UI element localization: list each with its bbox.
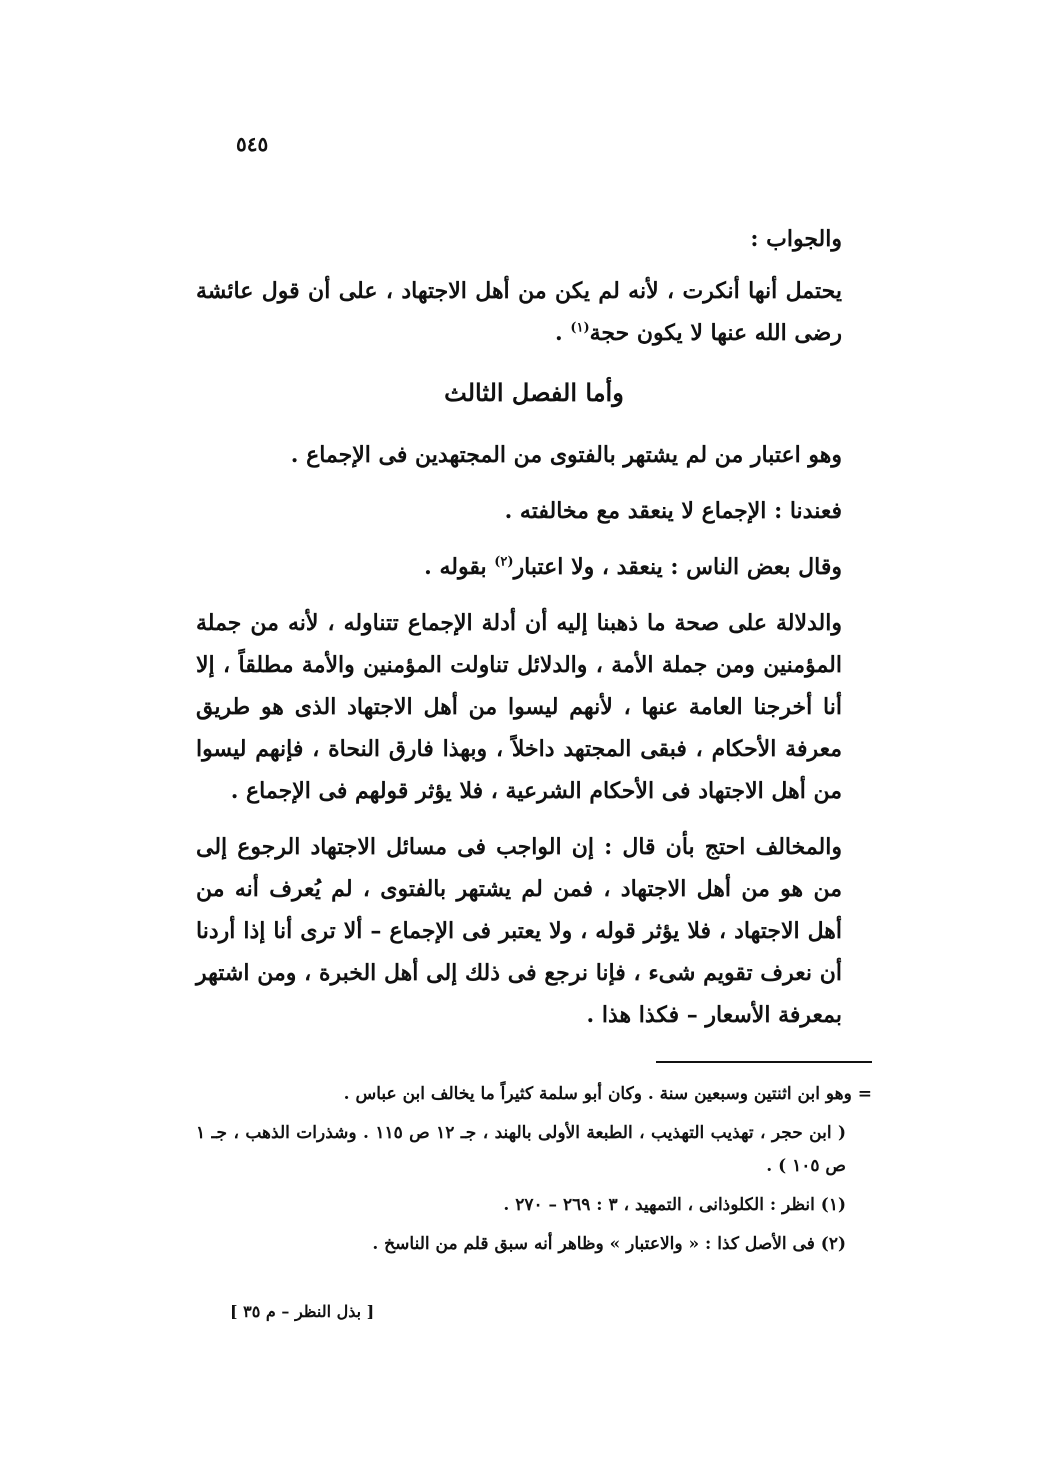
paragraph-5: والمخالف احتج بأن قال : إن الواجب فى مسائل الاجتهاد الرجوع إلى من هو من أهل الاجتهاد ، فمن لم يشتهر بالفتوى ، لم يُعرف أنه من أهل الاجتهاد ، فلا يؤثر قوله ، ولا يعتبر فى الإجماع – ألا ترى أنا إذا أردنا أن نعرف تقويم شىء ، فإنا نرجع فى ذلك إلى أهل الخبرة ، ومن اشتهر بمعرفة الأسعار – فكذا هذا . xyxy=(196,834,842,1028)
paragraph-3-end: بقوله . xyxy=(424,554,495,580)
paragraph-3-text: وقال بعض الناس : ينعقد ، ولا اعتبار xyxy=(513,554,842,580)
answer-label: والجواب : xyxy=(750,226,842,252)
main-text xyxy=(196,218,872,1036)
footnote-continuation-1: = وهو ابن اثنتين وسبعين سنة . وكان أبو سلمة كثيراً ما يخالف ابن عباس . xyxy=(343,1084,872,1104)
answer-text: يحتمل أنها أنكرت ، لأنه لم يكن من أهل الاجتهاد ، على أن قول عائشة رضى الله عنها لا يكون حجة xyxy=(196,278,842,346)
footnote-ref-1: (١) xyxy=(570,320,590,336)
page-number: ٥٤٥ xyxy=(236,132,269,156)
paragraph-3 xyxy=(196,546,872,588)
footnote-1: (١) انظر : الكلوذانى ، التمهيد ، ٣ : ٢٦٩ – ٢٧٠ . xyxy=(503,1195,846,1215)
footnote-2: (٢) فى الأصل كذا : « والاعتبار » وظاهر أنه سبق قلم من الناسخ . xyxy=(372,1234,846,1254)
answer-end: . xyxy=(554,320,571,346)
paragraph-1: وهو اعتبار من لم يشتهر بالفتوى من المجتهدين فى الإجماع . xyxy=(290,442,842,468)
paragraph-2: فعندنا : الإجماع لا ينعقد مع مخالفته . xyxy=(504,498,842,524)
footnote-divider xyxy=(656,1061,872,1063)
footnote-continuation-2: ( ابن حجر ، تهذيب التهذيب ، الطبعة الأولى بالهند ، جـ ١٢ ص ١١٥ . وشذرات الذهب ، جـ ١ ص ١٠٥ ) . xyxy=(196,1123,847,1176)
signature-mark: [ بذل النظر – م ٣٥ ] xyxy=(230,1302,375,1321)
answer-paragraph xyxy=(196,270,872,354)
paragraph-4: والدلالة على صحة ما ذهبنا إليه أن أدلة الإجماع تتناوله ، لأنه من جملة المؤمنين ومن جملة الأمة ، والدلائل تناولت المؤمنين والأمة مطلقاً ، إلا أنا أخرجنا العامة عنها ، لأنهم ليسوا من أهل الاجتهاد الذى هو طريق معرفة الأحكام ، فبقى المجتهد داخلاً ، وبهذا فارق النحاة ، فإنهم ليسوا من أهل الاجتهاد فى الأحكام الشرعية ، فلا يؤثر قولهم فى الإجماع . xyxy=(196,610,842,804)
footnotes xyxy=(196,1078,872,1267)
section-title: وأما الفصل الثالث xyxy=(444,378,624,407)
footnote-ref-2: (٢) xyxy=(494,554,514,570)
